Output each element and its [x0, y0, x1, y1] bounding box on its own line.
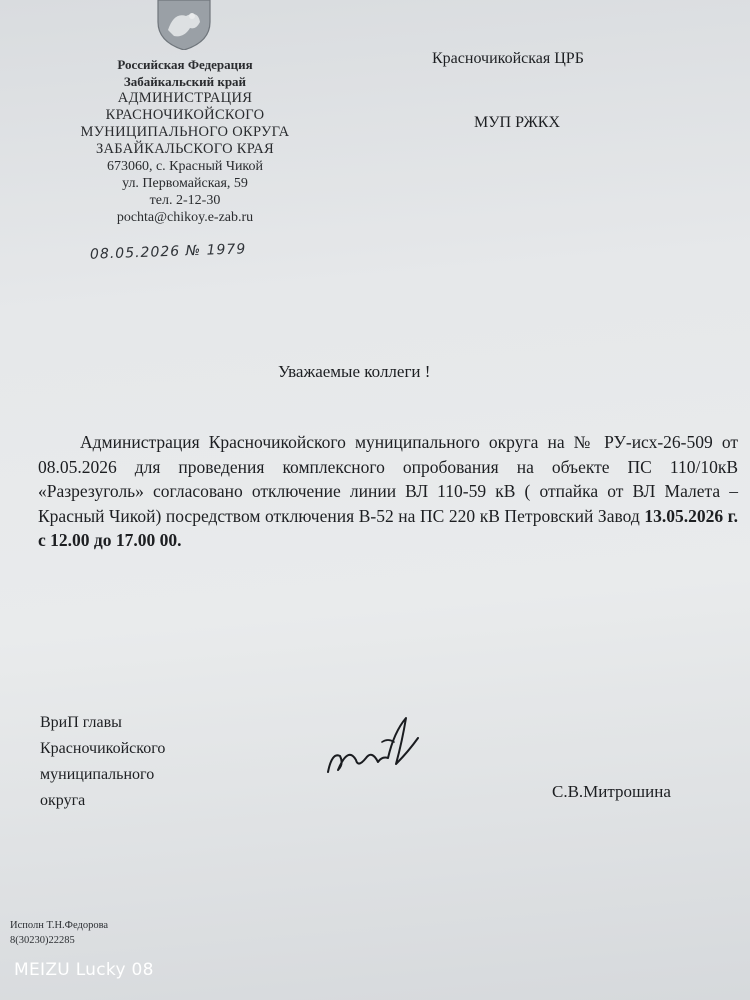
greeting: Уважаемые коллеги ! [278, 362, 431, 381]
handwritten-date-number: 08.05.2026 № 1979 [89, 241, 247, 263]
sender-postal-address: 673060, с. Красный Чикой [106, 159, 264, 174]
signer-title-line2: Красночикойского [40, 740, 166, 757]
sender-street-address: ул. Первомайская, 59 [122, 176, 248, 191]
signer-title-line3: муниципального [40, 766, 155, 783]
sender-org-line4: ЗАБАЙКАЛЬСКОГО КРАЯ [95, 141, 275, 157]
sender-block [40, 56, 330, 226]
recipient-first: Красночикойская ЦРБ [432, 50, 584, 67]
sender-region: Забайкальский край [123, 74, 247, 89]
executor-phone: 8(30230)22285 [10, 935, 75, 946]
recipient-second: МУП РЖКХ [474, 114, 561, 131]
sender-org-line3: МУНИЦИПАЛЬНОГО ОКРУГА [80, 124, 290, 140]
letter-body [38, 430, 738, 553]
sender-email: pochta@chikoy.e-zab.ru [116, 210, 254, 225]
letter-body-date-range: 13.05.2026 г. с 12.00 до 17.00 00. [38, 505, 738, 550]
sender-org-line2: КРАСНОЧИКОЙСКОГО [105, 107, 265, 123]
sender-country: Российская Федерация [117, 57, 253, 72]
sender-phone: тел. 2-12-30 [149, 193, 221, 208]
letter-body-text: Администрация Красночикойского муниципального округа на № РУ-исх-26-509 от 08.05.2026 для проведения комплексного опробования на объекте ПС 110/10кВ «Разрезуголь» согласовано отключение линии ВЛ 110-59 кВ ( отпайка от ВЛ Малета – Красный Чикой) посредством отключения В-52 на ПС 220 кВ Петровский Завод [38, 432, 738, 526]
camera-watermark: MEIZU Lucky 08 [14, 960, 154, 980]
signer-title-line4: округа [40, 792, 86, 809]
signer-title-line1: ВриП главы [40, 714, 122, 731]
executor-block [10, 918, 108, 948]
coat-of-arms-icon [152, 0, 216, 50]
signer-name: С.В.Митрошина [552, 782, 671, 801]
signer-title [40, 710, 165, 814]
sender-org-line1: АДМИНИСТРАЦИЯ [117, 90, 253, 106]
executor-name: Исполн Т.Н.Федорова [10, 920, 109, 931]
handwritten-signature [322, 712, 426, 782]
